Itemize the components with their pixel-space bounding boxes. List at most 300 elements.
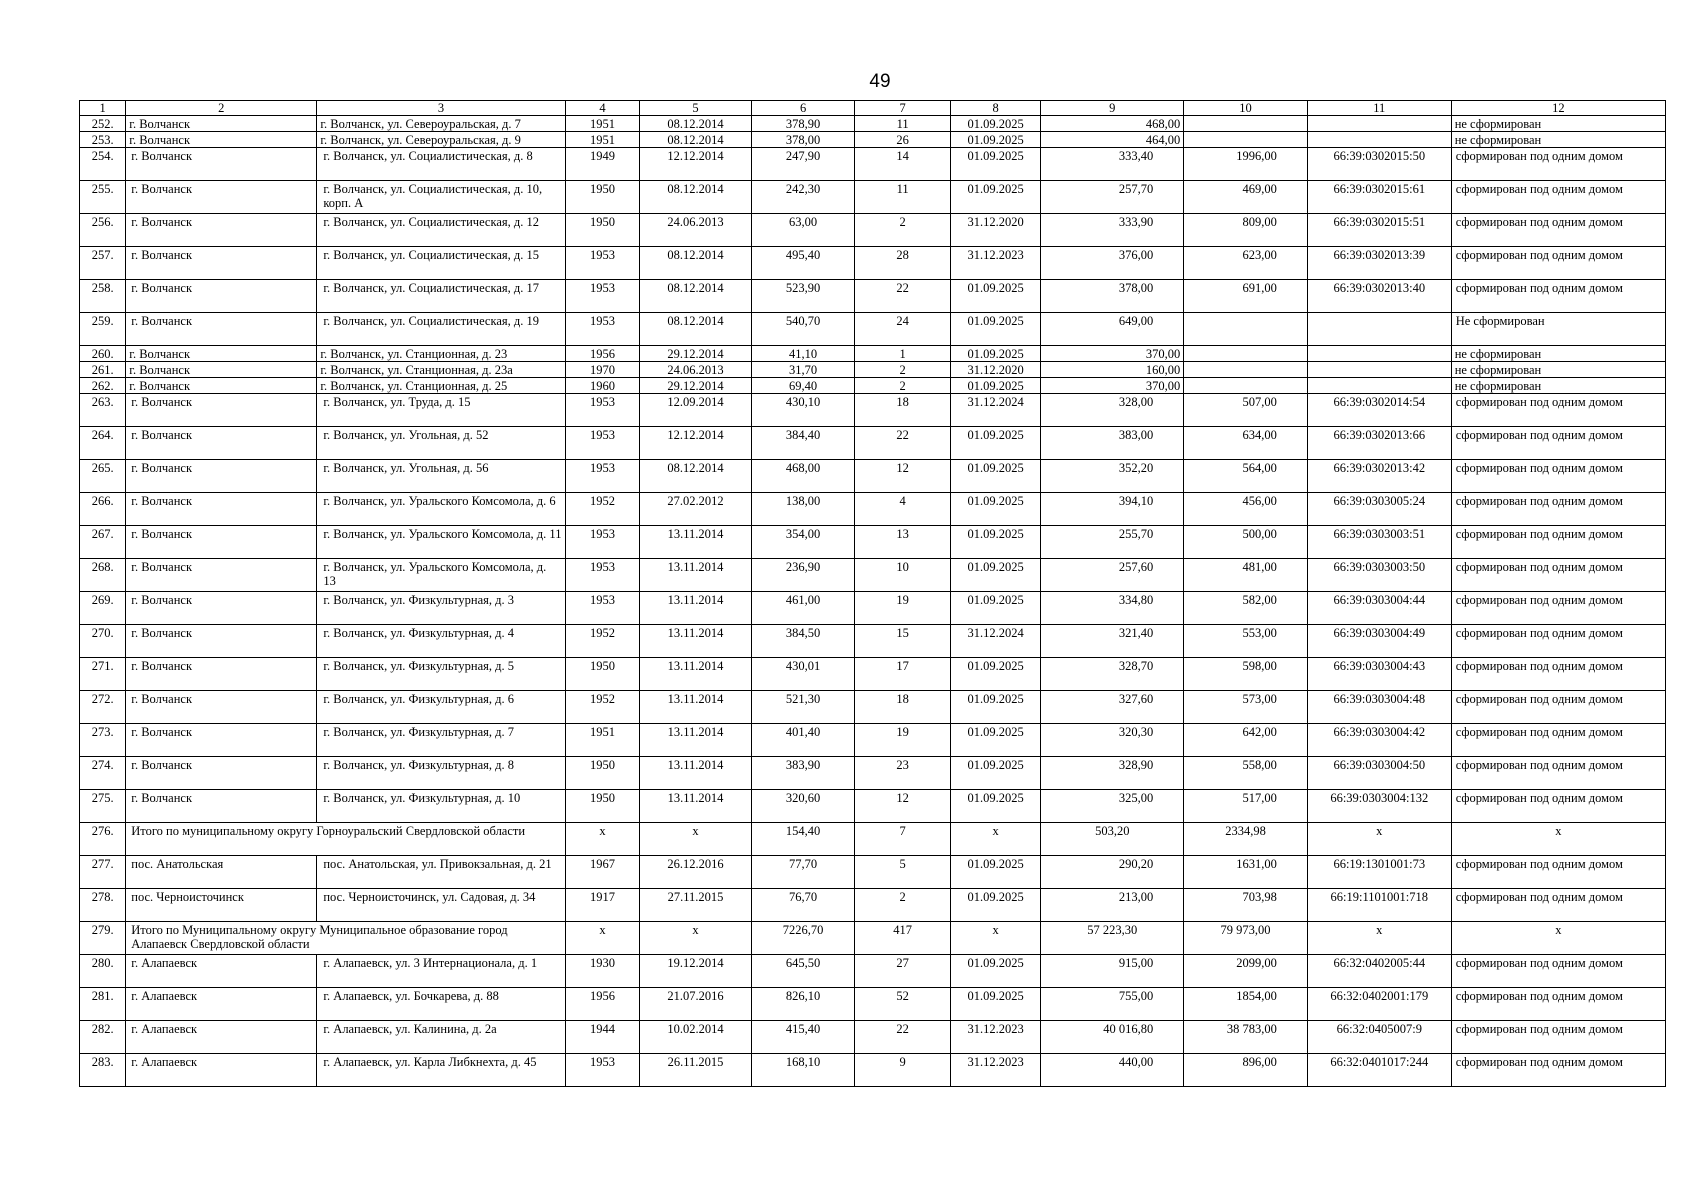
residents: 9	[855, 1054, 951, 1087]
cadastral-number	[1307, 378, 1451, 394]
value-10: 2099,00	[1184, 955, 1308, 988]
land-status: сформирован под одним домом	[1451, 394, 1665, 427]
row-number: 273.	[80, 724, 126, 757]
cadastral-number: 66:39:0303004:43	[1307, 658, 1451, 691]
residents: 2	[855, 214, 951, 247]
total-row	[80, 823, 1666, 856]
total-label: Итого по муниципальному округу Горноуральский Свердловской области	[126, 823, 565, 856]
value-9: 468,00	[1041, 116, 1184, 132]
land-status: не сформирован	[1451, 362, 1665, 378]
total-area: 7226,70	[751, 922, 855, 955]
date: 08.12.2014	[640, 313, 752, 346]
row-number: 275.	[80, 790, 126, 823]
table-row	[80, 1021, 1666, 1054]
value-10: 469,00	[1184, 181, 1308, 214]
land-status: сформирован под одним домом	[1451, 493, 1665, 526]
value-9: 327,60	[1041, 691, 1184, 724]
value-9: 440,00	[1041, 1054, 1184, 1087]
date: 29.12.2014	[640, 378, 752, 394]
value-9: 255,70	[1041, 526, 1184, 559]
value-9: 464,00	[1041, 132, 1184, 148]
date: 13.11.2014	[640, 625, 752, 658]
row-number: 262.	[80, 378, 126, 394]
date: 12.09.2014	[640, 394, 752, 427]
date: 26.11.2015	[640, 1054, 752, 1087]
settlement: г. Волчанск	[126, 181, 317, 214]
cadastral-number: 66:39:0302014:54	[1307, 394, 1451, 427]
total-cadastral-number: x	[1307, 922, 1451, 955]
residents: 27	[855, 955, 951, 988]
land-status: сформирован под одним домом	[1451, 790, 1665, 823]
date: 29.12.2014	[640, 346, 752, 362]
build-year: 1950	[565, 181, 639, 214]
table-row	[80, 247, 1666, 280]
cadastral-number: 66:19:1301001:73	[1307, 856, 1451, 889]
value-10	[1184, 132, 1308, 148]
settlement: г. Волчанск	[126, 378, 317, 394]
build-year: 1951	[565, 724, 639, 757]
date: 08.12.2014	[640, 247, 752, 280]
land-status: сформирован под одним домом	[1451, 724, 1665, 757]
table-body	[80, 101, 1666, 1087]
page-number: 49	[869, 71, 891, 92]
build-year: 1950	[565, 214, 639, 247]
housing-register-table	[79, 100, 1666, 1087]
cadastral-number: 66:32:0405007:9	[1307, 1021, 1451, 1054]
address: г. Волчанск, ул. Социалистическая, д. 12	[317, 214, 565, 247]
cadastral-number: 66:39:0303004:48	[1307, 691, 1451, 724]
residents: 10	[855, 559, 951, 592]
value-10: 582,00	[1184, 592, 1308, 625]
settlement: г. Волчанск	[126, 625, 317, 658]
build-year: 1944	[565, 1021, 639, 1054]
value-9: 394,10	[1041, 493, 1184, 526]
column-number-row	[80, 101, 1666, 116]
settlement: г. Волчанск	[126, 658, 317, 691]
value-10: 634,00	[1184, 427, 1308, 460]
residents: 18	[855, 394, 951, 427]
area: 247,90	[751, 148, 855, 181]
cadastral-number	[1307, 362, 1451, 378]
address: г. Волчанск, ул. Физкультурная, д. 3	[317, 592, 565, 625]
total-land-status: x	[1451, 823, 1665, 856]
date: 12.12.2014	[640, 148, 752, 181]
cadastral-number: 66:39:0302013:39	[1307, 247, 1451, 280]
date: 21.07.2016	[640, 988, 752, 1021]
address: г. Волчанск, ул. Физкультурная, д. 7	[317, 724, 565, 757]
value-10	[1184, 346, 1308, 362]
deadline: 01.09.2025	[950, 526, 1041, 559]
build-year: 1960	[565, 378, 639, 394]
total-build-year: x	[565, 823, 639, 856]
table-row	[80, 691, 1666, 724]
settlement: пос. Анатольская	[126, 856, 317, 889]
area: 31,70	[751, 362, 855, 378]
land-status: сформирован под одним домом	[1451, 427, 1665, 460]
cadastral-number: 66:39:0303004:44	[1307, 592, 1451, 625]
value-10: 558,00	[1184, 757, 1308, 790]
row-number: 274.	[80, 757, 126, 790]
land-status: сформирован под одним домом	[1451, 526, 1665, 559]
value-9: 213,00	[1041, 889, 1184, 922]
value-9: 321,40	[1041, 625, 1184, 658]
area: 320,60	[751, 790, 855, 823]
address: г. Волчанск, ул. Североуральская, д. 7	[317, 116, 565, 132]
row-number: 263.	[80, 394, 126, 427]
land-status: Не сформирован	[1451, 313, 1665, 346]
deadline: 01.09.2025	[950, 592, 1041, 625]
table-row	[80, 889, 1666, 922]
area: 415,40	[751, 1021, 855, 1054]
total-value-9: 57 223,30	[1041, 922, 1184, 955]
table-row	[80, 460, 1666, 493]
area: 77,70	[751, 856, 855, 889]
deadline: 01.09.2025	[950, 148, 1041, 181]
value-10: 896,00	[1184, 1054, 1308, 1087]
area: 63,00	[751, 214, 855, 247]
residents: 19	[855, 724, 951, 757]
address: г. Волчанск, ул. Физкультурная, д. 8	[317, 757, 565, 790]
address: г. Волчанск, ул. Физкультурная, д. 10	[317, 790, 565, 823]
settlement: г. Алапаевск	[126, 1021, 317, 1054]
table-row	[80, 988, 1666, 1021]
land-status: не сформирован	[1451, 132, 1665, 148]
land-status: сформирован под одним домом	[1451, 280, 1665, 313]
date: 08.12.2014	[640, 132, 752, 148]
cadastral-number: 66:39:0302013:42	[1307, 460, 1451, 493]
date: 08.12.2014	[640, 181, 752, 214]
table-row	[80, 1054, 1666, 1087]
build-year: 1953	[565, 394, 639, 427]
date: 27.02.2012	[640, 493, 752, 526]
table-row	[80, 148, 1666, 181]
address: г. Волчанск, ул. Социалистическая, д. 17	[317, 280, 565, 313]
deadline: 31.12.2023	[950, 1021, 1041, 1054]
date: 26.12.2016	[640, 856, 752, 889]
settlement: г. Волчанск	[126, 148, 317, 181]
deadline: 01.09.2025	[950, 790, 1041, 823]
deadline: 01.09.2025	[950, 955, 1041, 988]
row-number: 266.	[80, 493, 126, 526]
build-year: 1967	[565, 856, 639, 889]
settlement: г. Волчанск	[126, 214, 317, 247]
table-row	[80, 214, 1666, 247]
table-row	[80, 116, 1666, 132]
table-row	[80, 790, 1666, 823]
row-number: 261.	[80, 362, 126, 378]
value-10: 642,00	[1184, 724, 1308, 757]
column-number: 1	[80, 101, 126, 116]
area: 378,00	[751, 132, 855, 148]
value-9: 352,20	[1041, 460, 1184, 493]
row-number: 278.	[80, 889, 126, 922]
value-9: 378,00	[1041, 280, 1184, 313]
residents: 11	[855, 181, 951, 214]
residents: 18	[855, 691, 951, 724]
value-10: 517,00	[1184, 790, 1308, 823]
row-number: 272.	[80, 691, 126, 724]
column-number: 12	[1451, 101, 1665, 116]
settlement: г. Волчанск	[126, 427, 317, 460]
row-number: 280.	[80, 955, 126, 988]
cadastral-number: 66:32:0401017:244	[1307, 1054, 1451, 1087]
area: 378,90	[751, 116, 855, 132]
cadastral-number: 66:39:0302015:50	[1307, 148, 1451, 181]
cadastral-number: 66:19:1101001:718	[1307, 889, 1451, 922]
address: пос. Анатольская, ул. Привокзальная, д. 21	[317, 856, 565, 889]
address: г. Волчанск, ул. Уральского Комсомола, д. 13	[317, 559, 565, 592]
row-number: 258.	[80, 280, 126, 313]
deadline: 31.12.2023	[950, 1054, 1041, 1087]
value-10	[1184, 378, 1308, 394]
value-10: 481,00	[1184, 559, 1308, 592]
date: 13.11.2014	[640, 592, 752, 625]
cadastral-number: 66:39:0303004:49	[1307, 625, 1451, 658]
land-status: сформирован под одним домом	[1451, 247, 1665, 280]
value-9: 370,00	[1041, 378, 1184, 394]
address: г. Алапаевск, ул. 3 Интернационала, д. 1	[317, 955, 565, 988]
area: 468,00	[751, 460, 855, 493]
land-status: сформирован под одним домом	[1451, 889, 1665, 922]
build-year: 1956	[565, 988, 639, 1021]
row-number: 267.	[80, 526, 126, 559]
deadline: 01.09.2025	[950, 889, 1041, 922]
address: г. Волчанск, ул. Североуральская, д. 9	[317, 132, 565, 148]
settlement: г. Алапаевск	[126, 1054, 317, 1087]
deadline: 01.09.2025	[950, 313, 1041, 346]
value-9: 328,90	[1041, 757, 1184, 790]
value-9: 334,80	[1041, 592, 1184, 625]
build-year: 1951	[565, 116, 639, 132]
value-10: 456,00	[1184, 493, 1308, 526]
residents: 12	[855, 790, 951, 823]
settlement: г. Волчанск	[126, 526, 317, 559]
build-year: 1956	[565, 346, 639, 362]
total-residents: 7	[855, 823, 951, 856]
residents: 13	[855, 526, 951, 559]
row-number: 257.	[80, 247, 126, 280]
cadastral-number: 66:32:0402005:44	[1307, 955, 1451, 988]
value-10: 1996,00	[1184, 148, 1308, 181]
value-10: 553,00	[1184, 625, 1308, 658]
table-row	[80, 955, 1666, 988]
value-9: 376,00	[1041, 247, 1184, 280]
value-10: 1631,00	[1184, 856, 1308, 889]
column-number: 3	[317, 101, 565, 116]
row-number: 281.	[80, 988, 126, 1021]
deadline: 01.09.2025	[950, 116, 1041, 132]
table-row	[80, 724, 1666, 757]
area: 41,10	[751, 346, 855, 362]
total-area: 154,40	[751, 823, 855, 856]
residents: 52	[855, 988, 951, 1021]
area: 384,40	[751, 427, 855, 460]
land-status: сформирован под одним домом	[1451, 1021, 1665, 1054]
table-row	[80, 625, 1666, 658]
deadline: 01.09.2025	[950, 280, 1041, 313]
residents: 17	[855, 658, 951, 691]
cadastral-number: 66:39:0303003:50	[1307, 559, 1451, 592]
table-row	[80, 132, 1666, 148]
area: 401,40	[751, 724, 855, 757]
row-number: 259.	[80, 313, 126, 346]
land-status: сформирован под одним домом	[1451, 856, 1665, 889]
total-residents: 417	[855, 922, 951, 955]
area: 645,50	[751, 955, 855, 988]
table-row	[80, 181, 1666, 214]
build-year: 1953	[565, 247, 639, 280]
land-status: не сформирован	[1451, 346, 1665, 362]
total-cadastral-number: x	[1307, 823, 1451, 856]
settlement: г. Волчанск	[126, 757, 317, 790]
residents: 22	[855, 280, 951, 313]
area: 138,00	[751, 493, 855, 526]
row-number: 268.	[80, 559, 126, 592]
build-year: 1953	[565, 559, 639, 592]
value-10: 573,00	[1184, 691, 1308, 724]
address: г. Алапаевск, ул. Карла Либкнехта, д. 45	[317, 1054, 565, 1087]
value-9: 257,70	[1041, 181, 1184, 214]
cadastral-number: 66:39:0302015:61	[1307, 181, 1451, 214]
area: 383,90	[751, 757, 855, 790]
build-year: 1950	[565, 790, 639, 823]
land-status: сформирован под одним домом	[1451, 460, 1665, 493]
settlement: г. Волчанск	[126, 592, 317, 625]
residents: 12	[855, 460, 951, 493]
cadastral-number: 66:39:0303004:42	[1307, 724, 1451, 757]
address: г. Волчанск, ул. Физкультурная, д. 4	[317, 625, 565, 658]
build-year: 1949	[565, 148, 639, 181]
build-year: 1953	[565, 313, 639, 346]
build-year: 1951	[565, 132, 639, 148]
total-value-9: 503,20	[1041, 823, 1184, 856]
date: 13.11.2014	[640, 559, 752, 592]
area: 236,90	[751, 559, 855, 592]
deadline: 01.09.2025	[950, 658, 1041, 691]
area: 354,00	[751, 526, 855, 559]
area: 76,70	[751, 889, 855, 922]
date: 08.12.2014	[640, 116, 752, 132]
settlement: г. Волчанск	[126, 394, 317, 427]
land-status: сформирован под одним домом	[1451, 658, 1665, 691]
address: г. Алапаевск, ул. Бочкарева, д. 88	[317, 988, 565, 1021]
address: г. Волчанск, ул. Социалистическая, д. 10, корп. А	[317, 181, 565, 214]
area: 540,70	[751, 313, 855, 346]
cadastral-number: 66:39:0302015:51	[1307, 214, 1451, 247]
deadline: 01.09.2025	[950, 724, 1041, 757]
row-number: 255.	[80, 181, 126, 214]
deadline: 01.09.2025	[950, 856, 1041, 889]
residents: 4	[855, 493, 951, 526]
area: 430,01	[751, 658, 855, 691]
address: г. Волчанск, ул. Социалистическая, д. 8	[317, 148, 565, 181]
address: г. Волчанск, ул. Станционная, д. 23	[317, 346, 565, 362]
row-number: 270.	[80, 625, 126, 658]
deadline: 01.09.2025	[950, 181, 1041, 214]
area: 523,90	[751, 280, 855, 313]
date: 13.11.2014	[640, 691, 752, 724]
row-number: 277.	[80, 856, 126, 889]
address: г. Волчанск, ул. Угольная, д. 52	[317, 427, 565, 460]
settlement: г. Волчанск	[126, 724, 317, 757]
deadline: 01.09.2025	[950, 691, 1041, 724]
settlement: г. Волчанск	[126, 313, 317, 346]
cadastral-number	[1307, 132, 1451, 148]
land-status: сформирован под одним домом	[1451, 214, 1665, 247]
table-row	[80, 493, 1666, 526]
settlement: г. Волчанск	[126, 116, 317, 132]
value-10: 598,00	[1184, 658, 1308, 691]
value-9: 257,60	[1041, 559, 1184, 592]
total-deadline: x	[950, 823, 1041, 856]
value-10: 38 783,00	[1184, 1021, 1308, 1054]
value-10	[1184, 116, 1308, 132]
settlement: пос. Черноисточинск	[126, 889, 317, 922]
address: пос. Черноисточинск, ул. Садовая, д. 34	[317, 889, 565, 922]
cadastral-number: 66:39:0303004:132	[1307, 790, 1451, 823]
value-9: 649,00	[1041, 313, 1184, 346]
column-number: 4	[565, 101, 639, 116]
total-value-10: 2334,98	[1184, 823, 1308, 856]
cadastral-number	[1307, 116, 1451, 132]
row-number: 264.	[80, 427, 126, 460]
settlement: г. Волчанск	[126, 460, 317, 493]
build-year: 1953	[565, 1054, 639, 1087]
date: 24.06.2013	[640, 362, 752, 378]
land-status: сформирован под одним домом	[1451, 181, 1665, 214]
deadline: 01.09.2025	[950, 427, 1041, 460]
row-number: 271.	[80, 658, 126, 691]
value-10: 564,00	[1184, 460, 1308, 493]
residents: 23	[855, 757, 951, 790]
land-status: сформирован под одним домом	[1451, 988, 1665, 1021]
land-status: сформирован под одним домом	[1451, 592, 1665, 625]
address: г. Алапаевск, ул. Калинина, д. 2а	[317, 1021, 565, 1054]
total-label: Итого по Муниципальному округу Муниципальное образование город Алапаевск Свердловской области	[126, 922, 565, 955]
land-status: не сформирован	[1451, 116, 1665, 132]
column-number: 2	[126, 101, 317, 116]
row-number: 269.	[80, 592, 126, 625]
settlement: г. Алапаевск	[126, 955, 317, 988]
build-year: 1953	[565, 460, 639, 493]
build-year: 1917	[565, 889, 639, 922]
value-10: 500,00	[1184, 526, 1308, 559]
row-number: 256.	[80, 214, 126, 247]
table-row	[80, 313, 1666, 346]
table-row	[80, 559, 1666, 592]
address: г. Волчанск, ул. Уральского Комсомола, д. 6	[317, 493, 565, 526]
settlement: г. Волчанск	[126, 247, 317, 280]
table-row	[80, 658, 1666, 691]
column-number: 5	[640, 101, 752, 116]
column-number: 8	[950, 101, 1041, 116]
column-number: 9	[1041, 101, 1184, 116]
deadline: 01.09.2025	[950, 988, 1041, 1021]
row-number: 276.	[80, 823, 126, 856]
land-status: сформирован под одним домом	[1451, 955, 1665, 988]
table-row	[80, 280, 1666, 313]
address: г. Волчанск, ул. Уральского Комсомола, д. 11	[317, 526, 565, 559]
build-year: 1950	[565, 757, 639, 790]
table-row	[80, 394, 1666, 427]
cadastral-number	[1307, 313, 1451, 346]
residents: 2	[855, 889, 951, 922]
value-9: 755,00	[1041, 988, 1184, 1021]
table-row	[80, 526, 1666, 559]
table-row	[80, 346, 1666, 362]
row-number: 282.	[80, 1021, 126, 1054]
build-year: 1953	[565, 280, 639, 313]
